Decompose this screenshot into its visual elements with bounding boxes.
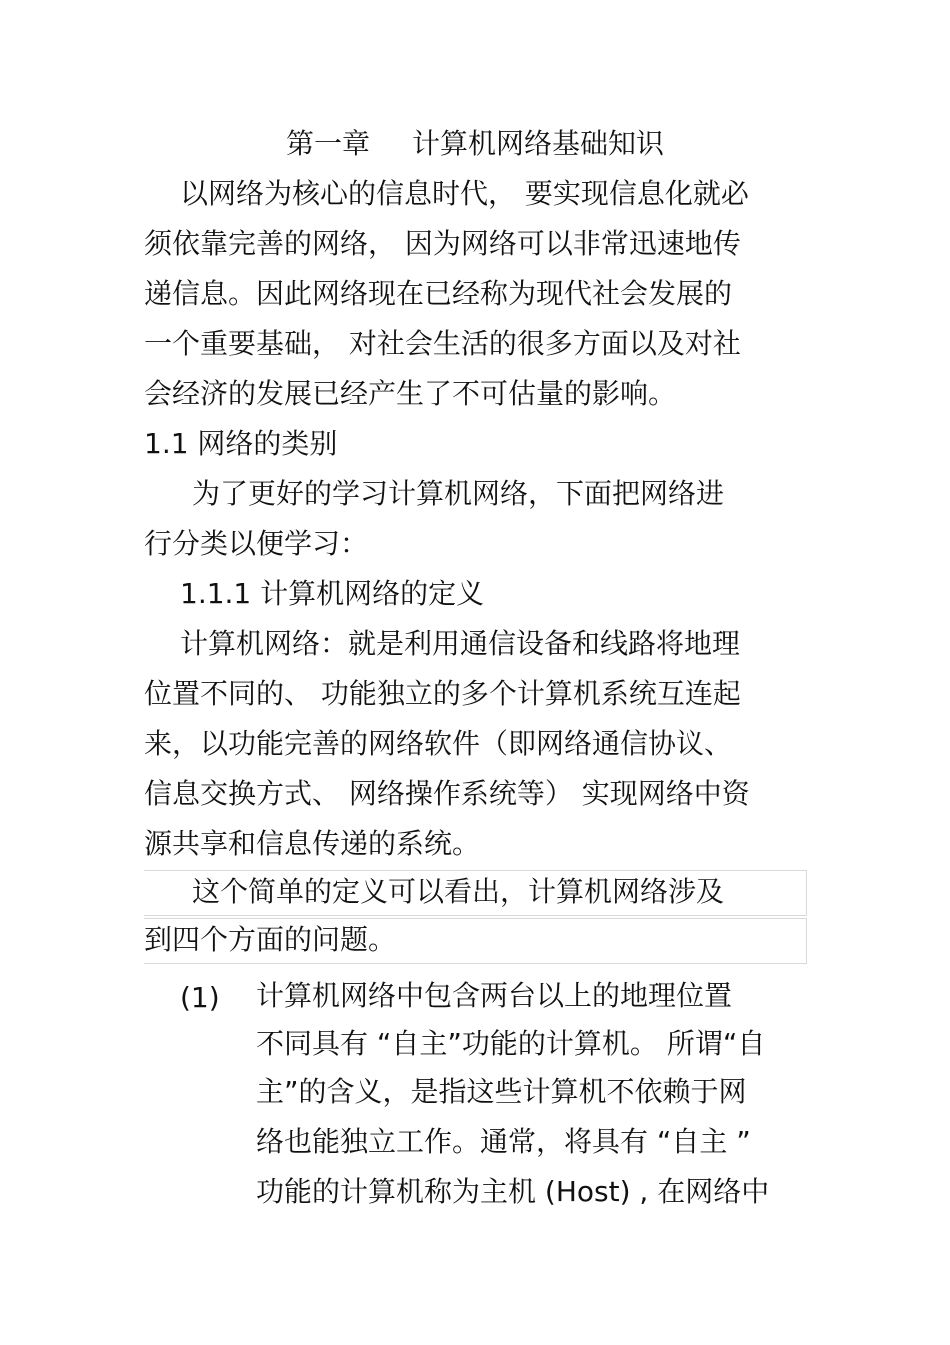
definition-line-5: 源共享和信息传递的系统。 <box>144 827 481 860</box>
list-item-1-line-1: 计算机网络中包含两台以上的地理位置 <box>256 979 733 1012</box>
list-marker-1: (1) <box>180 981 220 1014</box>
definition-line-3: 来，以功能完善的网络软件（即网络通信协议、 <box>144 727 733 760</box>
section-1-1-line-1: 为了更好的学习计算机网络，下面把网络进 <box>192 477 725 510</box>
list-item-1-line-5: 功能的计算机称为主机 (Host) , 在网络中 <box>256 1175 770 1208</box>
boxed-line-1: 这个简单的定义可以看出，计算机网络涉及 <box>192 875 725 908</box>
section-heading-1-1-1: 1.1.1 计算机网络的定义 <box>180 577 485 610</box>
list-item-1-line-2: 不同具有 “自主”功能的计算机。 所谓“自 <box>256 1027 766 1060</box>
definition-line-1: 计算机网络：就是利用通信设备和线路将地理 <box>180 627 741 660</box>
intro-line-5: 会经济的发展已经产生了不可估量的影响。 <box>144 377 677 410</box>
chapter-title <box>286 126 664 162</box>
intro-line-1: 以网络为核心的信息时代， 要实现信息化就必 <box>180 177 749 210</box>
intro-line-3: 递信息。因此网络现在已经称为现代社会发展的 <box>144 277 733 310</box>
intro-line-4: 一个重要基础， 对社会生活的很多方面以及对社 <box>144 327 741 360</box>
definition-line-2: 位置不同的、 功能独立的多个计算机系统互连起 <box>144 677 741 710</box>
section-1-1-line-2: 行分类以便学习： <box>144 527 369 560</box>
chapter-label: 第一章 <box>286 127 371 160</box>
list-item-1-line-3: 主”的含义，是指这些计算机不依赖于网 <box>256 1075 747 1108</box>
chapter-name: 计算机网络基础知识 <box>412 127 665 160</box>
list-item-1-line-4: 络也能独立工作。通常，将具有 “自主 ” <box>256 1125 751 1158</box>
intro-line-2: 须依靠完善的网络， 因为网络可以非常迅速地传 <box>144 227 741 260</box>
definition-line-4: 信息交换方式、 网络操作系统等） 实现网络中资 <box>144 777 750 810</box>
section-heading-1-1: 1.1 网络的类别 <box>144 427 338 460</box>
boxed-line-2: 到四个方面的问题。 <box>144 923 397 956</box>
